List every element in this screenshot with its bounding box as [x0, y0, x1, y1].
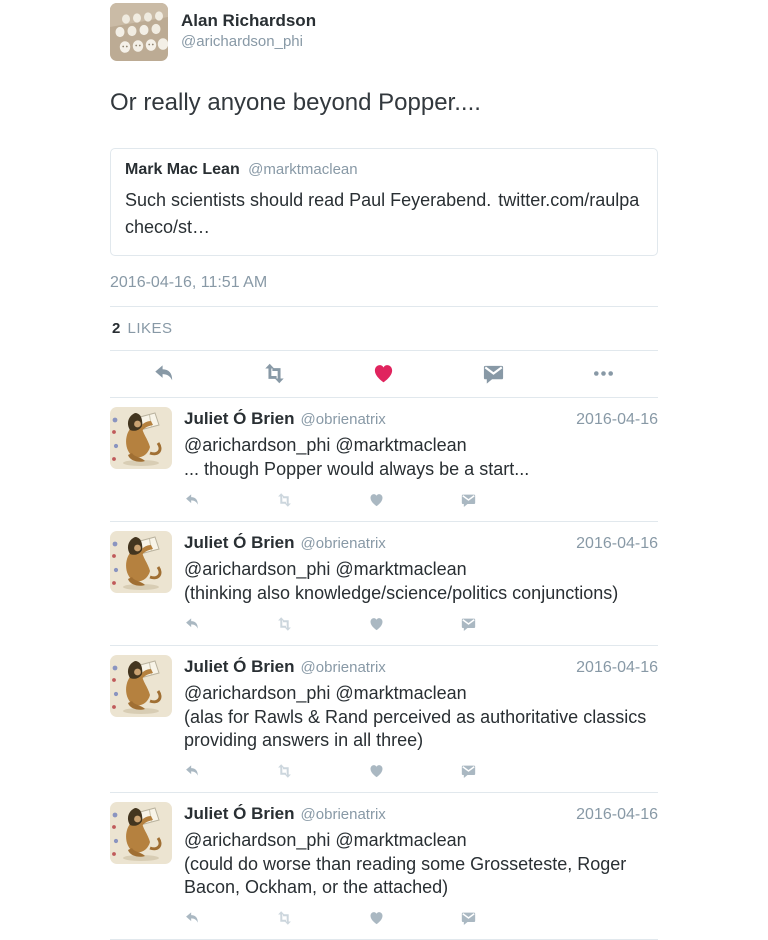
heart-icon: [371, 362, 396, 385]
tweet-detail-view: [110, 0, 658, 940]
dm-button[interactable]: [439, 362, 549, 385]
quoted-tweet-body: Such scientists should read Paul Feyerabend.: [125, 190, 492, 210]
dm-icon[interactable]: [460, 492, 477, 508]
reply-button[interactable]: [110, 362, 220, 385]
reply-icon[interactable]: [184, 492, 201, 508]
reply-author-handle[interactable]: @obrienatrix: [300, 806, 386, 823]
main-author-avatar[interactable]: [110, 3, 168, 61]
reply-header: [184, 409, 658, 429]
more-button[interactable]: [548, 362, 658, 385]
reply-body: [184, 531, 658, 632]
reply-icon[interactable]: [184, 616, 201, 632]
reply-body: [184, 407, 658, 508]
retweet-icon[interactable]: [276, 616, 293, 632]
main-action-bar: [110, 351, 658, 397]
reply-mentions[interactable]: @arichardson_phi @marktmaclean: [184, 683, 467, 703]
reply-text: ... though Popper would always be a start...: [184, 459, 530, 479]
heart-icon[interactable]: [368, 910, 385, 926]
likes-row[interactable]: [110, 307, 658, 350]
retweet-icon[interactable]: [276, 763, 293, 779]
likes-label: LIKES: [127, 320, 173, 337]
reply-mentions[interactable]: @arichardson_phi @marktmaclean: [184, 559, 467, 579]
retweet-button[interactable]: [220, 362, 330, 385]
reply-tweet[interactable]: [110, 793, 658, 940]
tweet-timestamp: 2016-04-16, 11:51 AM: [110, 274, 268, 291]
reply-tweet[interactable]: [110, 646, 658, 793]
reply-action-bar: [184, 492, 477, 508]
reply-author-name[interactable]: Juliet Ó Brien: [184, 533, 295, 552]
reply-text: (alas for Rawls & Rand perceived as authoritative classics providing answers in all three): [184, 707, 647, 750]
heart-icon[interactable]: [368, 492, 385, 508]
reply-author-handle[interactable]: @obrienatrix: [300, 411, 386, 428]
quoted-tweet-text: [125, 187, 643, 241]
main-author-handle[interactable]: @arichardson_phi: [181, 33, 303, 50]
heart-icon[interactable]: [368, 763, 385, 779]
reply-text: (thinking also knowledge/science/politics conjunctions): [184, 583, 619, 603]
reply-mentions[interactable]: @arichardson_phi @marktmaclean: [184, 830, 467, 850]
quoted-tweet-header: [125, 160, 643, 180]
reply-header: [184, 533, 658, 553]
retweet-icon: [262, 362, 287, 385]
reply-action-bar: [184, 910, 477, 926]
reply-body: [184, 802, 658, 926]
main-author-names: [181, 3, 316, 52]
reply-mentions[interactable]: @arichardson_phi @marktmaclean: [184, 435, 467, 455]
reply-date[interactable]: 2016-04-16: [576, 535, 658, 552]
reply-date[interactable]: 2016-04-16: [576, 659, 658, 676]
quoted-tweet-card[interactable]: [110, 148, 658, 256]
reply-author-avatar[interactable]: [110, 802, 172, 864]
reply-action-bar: [184, 763, 477, 779]
reply-author-name[interactable]: Juliet Ó Brien: [184, 657, 295, 676]
reply-body: [184, 655, 658, 779]
like-button[interactable]: [329, 362, 439, 385]
quoted-author-name[interactable]: Mark Mac Lean: [125, 161, 240, 178]
reply-author-name[interactable]: Juliet Ó Brien: [184, 804, 295, 823]
quoted-author-handle[interactable]: @marktmaclean: [248, 161, 358, 178]
reply-author-avatar[interactable]: [110, 531, 172, 593]
reply-icon: [152, 362, 177, 385]
reply-author-avatar[interactable]: [110, 655, 172, 717]
main-tweet-text: Or really anyone beyond Popper....: [110, 89, 481, 116]
dm-icon[interactable]: [460, 763, 477, 779]
reply-text: (could do worse than reading some Grosseteste, Roger Bacon, Ockham, or the attached): [184, 854, 627, 897]
reply-author-handle[interactable]: @obrienatrix: [300, 659, 386, 676]
quoted-tweet-link[interactable]: twitter.com/raulpacheco/st…: [125, 190, 640, 237]
main-tweet-header: [110, 0, 658, 61]
retweet-icon[interactable]: [276, 910, 293, 926]
reply-icon[interactable]: [184, 910, 201, 926]
reply-date[interactable]: 2016-04-16: [576, 411, 658, 428]
reply-author-avatar[interactable]: [110, 407, 172, 469]
more-icon: [591, 362, 616, 385]
likes-count: 2: [112, 320, 121, 337]
dm-icon[interactable]: [460, 616, 477, 632]
main-author-name[interactable]: Alan Richardson: [181, 11, 317, 30]
retweet-icon[interactable]: [276, 492, 293, 508]
dm-icon: [481, 362, 506, 385]
reply-icon[interactable]: [184, 763, 201, 779]
dm-icon[interactable]: [460, 910, 477, 926]
reply-author-handle[interactable]: @obrienatrix: [300, 535, 386, 552]
reply-header: [184, 657, 658, 677]
reply-author-name[interactable]: Juliet Ó Brien: [184, 409, 295, 428]
heart-icon[interactable]: [368, 616, 385, 632]
reply-header: [184, 804, 658, 824]
reply-date[interactable]: 2016-04-16: [576, 806, 658, 823]
reply-action-bar: [184, 616, 477, 632]
reply-tweet[interactable]: [110, 522, 658, 646]
reply-tweet[interactable]: [110, 398, 658, 522]
